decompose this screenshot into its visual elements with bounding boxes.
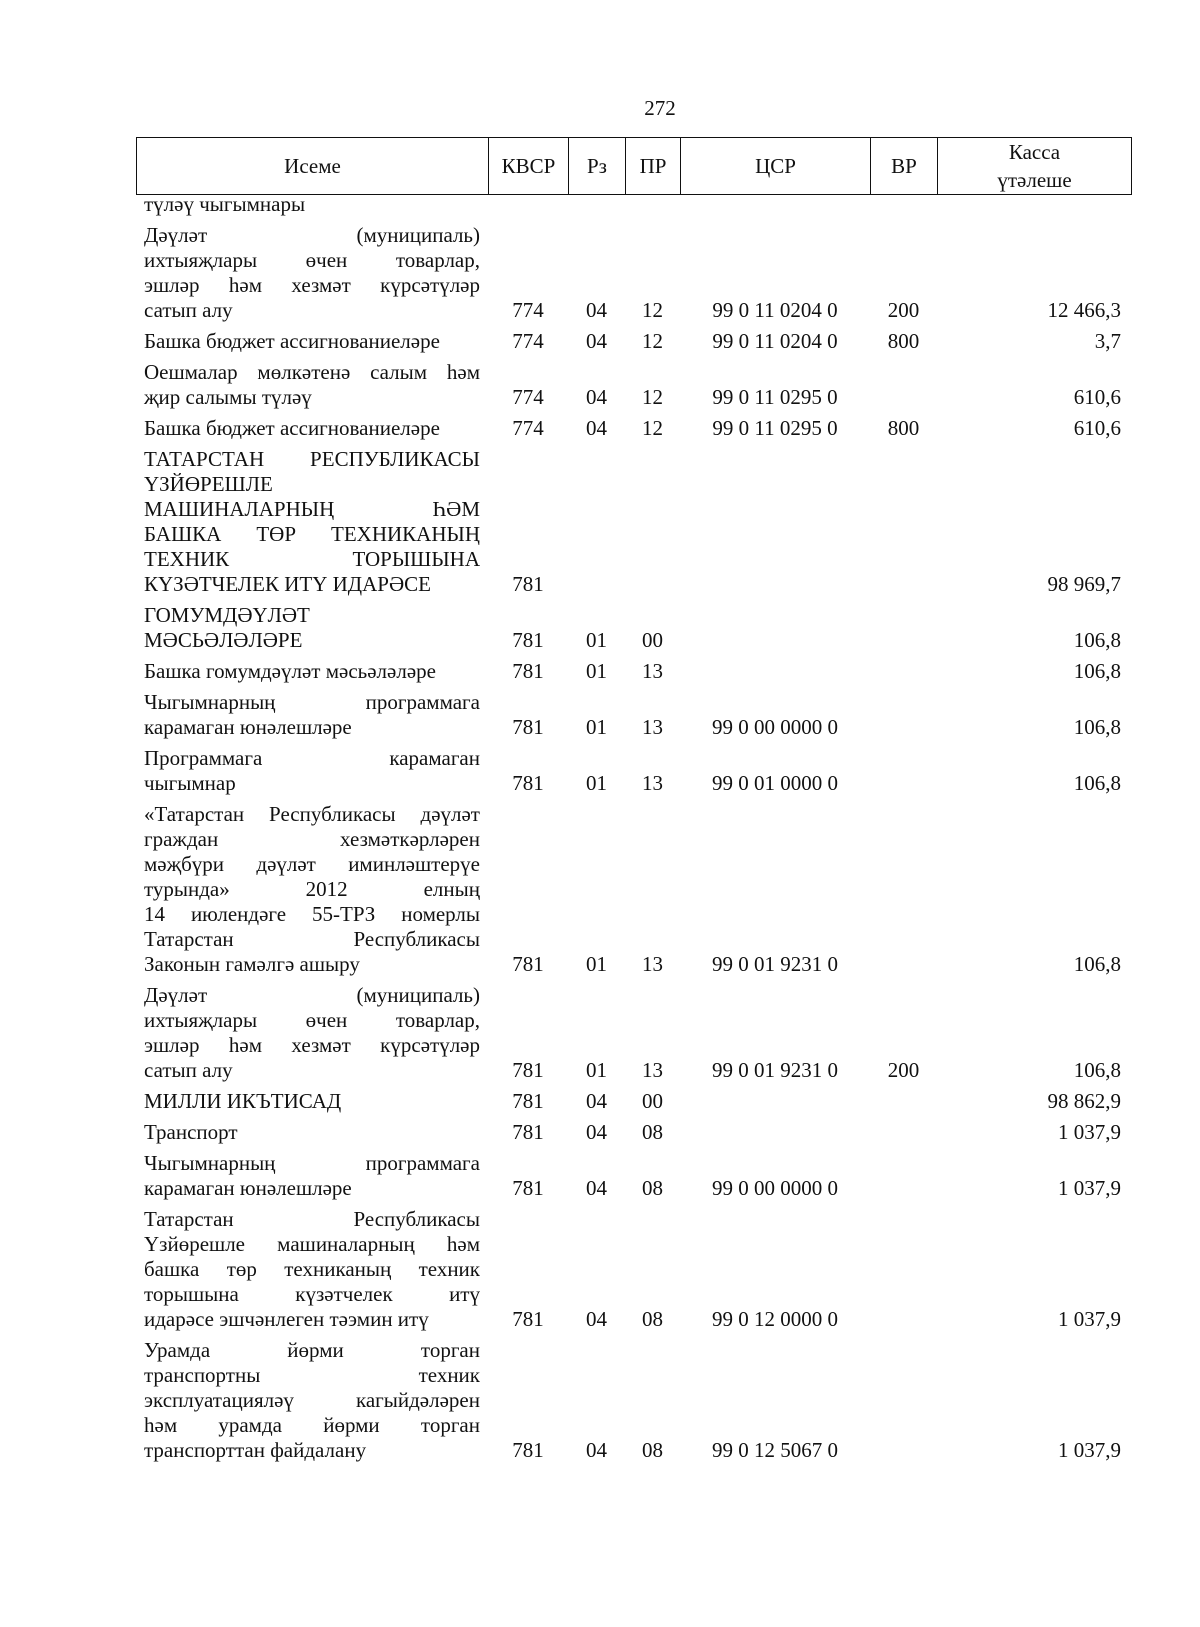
- row-name-line: транспортны техник: [144, 1363, 480, 1387]
- row-name-line: җир салымы түләү: [144, 385, 312, 409]
- row-name-line: граждан хезмәткәрләрен: [144, 827, 480, 851]
- cell-rz: 04: [586, 298, 607, 322]
- cell-csr: 99 0 00 0000 0: [712, 1176, 838, 1200]
- cell-rz: 04: [586, 1176, 607, 1200]
- cell-kvsr: 774: [512, 329, 544, 353]
- cell-rz: 01: [586, 771, 607, 795]
- cell-pr: 13: [642, 952, 663, 976]
- header-csr: ЦСР: [681, 138, 871, 195]
- row-name-line: ТЕХНИК ТОРЫШЫНА: [144, 547, 480, 571]
- cell-csr: 99 0 11 0295 0: [712, 416, 838, 440]
- cell-pr: 08: [642, 1176, 663, 1200]
- cell-sum: 106,8: [1073, 1058, 1121, 1082]
- table-row: [136, 983, 1131, 1083]
- row-name: [136, 360, 488, 410]
- cell-sum: 106,8: [1073, 771, 1121, 795]
- row-name-line: Дәүләт (муниципаль): [144, 983, 480, 1007]
- cell-rz: 04: [586, 1438, 607, 1462]
- table-row: [136, 1089, 1131, 1114]
- row-name-line: МАШИНАЛАРНЫҢ ҺӘМ: [144, 497, 480, 521]
- row-name-line: Оешмалар мөлкәтенә салым һәм: [144, 360, 480, 384]
- row-name-line: һәм урамда йөрми торган: [144, 1413, 480, 1437]
- row-name: [136, 1338, 488, 1463]
- table-row: [136, 1207, 1131, 1332]
- row-name: [136, 802, 488, 977]
- cell-rz: 04: [586, 1120, 607, 1144]
- cell-sum: 12 466,3: [1047, 298, 1121, 322]
- row-name-line: Татарстан Республикасы: [144, 1207, 480, 1231]
- cell-kvsr: 774: [512, 416, 544, 440]
- row-name: [136, 1089, 488, 1114]
- row-name: [136, 1120, 488, 1145]
- cell-sum: 3,7: [1094, 329, 1121, 353]
- cell-pr: 12: [642, 385, 663, 409]
- row-name-line: Үзйөрешле машиналарның һәм: [144, 1232, 480, 1256]
- row-name-line: турында» 2012 елның: [144, 877, 480, 901]
- cell-sum: 98 862,9: [1047, 1089, 1121, 1113]
- row-name-line: транспорттан файдалану: [144, 1438, 367, 1462]
- row-name-line: карамаган юнәлешләре: [144, 1176, 352, 1200]
- cell-pr: 00: [642, 628, 663, 652]
- cell-sum: 610,6: [1073, 385, 1121, 409]
- table-header: [136, 137, 1132, 195]
- cell-sum: 106,8: [1073, 659, 1121, 683]
- row-name-line: ихтыяҗлары өчен товарлар,: [144, 248, 480, 272]
- row-name-line: Башка бюджет ассигнованиеләре: [144, 329, 440, 353]
- row-name: [136, 416, 488, 441]
- header-vr: ВР: [871, 138, 938, 195]
- row-name-line: торышына күзәтчелек итү: [144, 1282, 480, 1306]
- cell-sum: 1 037,9: [1058, 1120, 1121, 1144]
- cell-rz: 04: [586, 329, 607, 353]
- cell-vr: 800: [887, 416, 920, 440]
- cell-kvsr: 774: [512, 385, 544, 409]
- table-row: [136, 1151, 1131, 1201]
- row-name-line: «Татарстан Республикасы дәүләт: [144, 802, 480, 826]
- row-name-line: түләү чыгымнары: [144, 192, 306, 216]
- row-name-line: ихтыяҗлары өчен товарлар,: [144, 1008, 480, 1032]
- row-name-line: МӘСЬӘЛӘЛӘРЕ: [144, 628, 303, 652]
- cell-csr: 99 0 01 0000 0: [712, 771, 838, 795]
- row-name: [136, 447, 488, 597]
- cell-sum: 1 037,9: [1058, 1438, 1121, 1462]
- table-row: [136, 223, 1131, 323]
- cell-kvsr: 781: [512, 952, 544, 976]
- header-rz: Рз: [569, 138, 626, 195]
- header-sum-line1: Касса: [1008, 140, 1061, 164]
- cell-rz: 04: [586, 1307, 607, 1331]
- header-sum: [938, 138, 1132, 195]
- cell-sum: 610,6: [1073, 416, 1121, 440]
- row-name-line: мәҗбүри дәүләт иминләштерүе: [144, 852, 480, 876]
- cell-csr: 99 0 11 0204 0: [712, 329, 838, 353]
- cell-kvsr: 781: [512, 628, 544, 652]
- cell-rz: 04: [586, 416, 607, 440]
- cell-csr: 99 0 12 5067 0: [712, 1438, 838, 1462]
- header-sum-line2: үтәлеше: [997, 168, 1072, 192]
- cell-pr: 13: [642, 1058, 663, 1082]
- table-row: [136, 690, 1131, 740]
- table-row: [136, 329, 1131, 354]
- row-name-line: Урамда йөрми торган: [144, 1338, 480, 1362]
- cell-csr: 99 0 12 0000 0: [712, 1307, 838, 1331]
- row-name: [136, 192, 488, 217]
- cell-kvsr: 781: [512, 771, 544, 795]
- row-name-line: сатып алу: [144, 1058, 233, 1082]
- row-name-line: БАШКА ТӨР ТЕХНИКАНЫҢ: [144, 522, 480, 546]
- row-name-line: Татарстан Республикасы: [144, 927, 480, 951]
- cell-csr: 99 0 01 9231 0: [712, 1058, 838, 1082]
- cell-rz: 01: [586, 715, 607, 739]
- cell-rz: 01: [586, 952, 607, 976]
- cell-kvsr: 774: [512, 298, 544, 322]
- cell-kvsr: 781: [512, 1176, 544, 1200]
- page-number: 272: [644, 96, 676, 120]
- cell-vr: 200: [887, 1058, 920, 1082]
- table-row: [136, 416, 1131, 441]
- cell-kvsr: 781: [512, 1438, 544, 1462]
- cell-rz: 01: [586, 628, 607, 652]
- cell-kvsr: 781: [512, 715, 544, 739]
- row-name: [136, 690, 488, 740]
- row-name-line: эшләр һәм хезмәт күрсәтүләр: [144, 1033, 480, 1057]
- cell-pr: 08: [642, 1438, 663, 1462]
- row-name-line: Башка гомумдәүләт мәсьәләләре: [144, 659, 436, 683]
- row-name-line: Башка бюджет ассигнованиеләре: [144, 416, 440, 440]
- cell-pr: 12: [642, 298, 663, 322]
- cell-kvsr: 781: [512, 1120, 544, 1144]
- cell-pr: 12: [642, 329, 663, 353]
- cell-csr: 99 0 11 0204 0: [712, 298, 838, 322]
- table-row: [136, 447, 1131, 597]
- row-name-line: Чыгымнарның программага: [144, 1151, 480, 1175]
- table-row: [136, 659, 1131, 684]
- row-name: [136, 1151, 488, 1201]
- cell-pr: 08: [642, 1120, 663, 1144]
- row-name-line: МИЛЛИ ИКЪТИСАД: [144, 1089, 342, 1113]
- row-name-line: идарәсе эшчәнлеген тәэмин итү: [144, 1307, 429, 1331]
- table-row: [136, 746, 1131, 796]
- cell-kvsr: 781: [512, 572, 544, 596]
- row-name-line: эшләр һәм хезмәт күрсәтүләр: [144, 273, 480, 297]
- cell-rz: 04: [586, 385, 607, 409]
- table-row: [136, 603, 1131, 653]
- row-name-line: ТАТАРСТАН РЕСПУБЛИКАСЫ: [144, 447, 480, 471]
- table-body: [136, 192, 1131, 1463]
- row-name-line: 14 июлендәге 55-ТРЗ номерлы: [144, 902, 480, 926]
- cell-pr: 08: [642, 1307, 663, 1331]
- cell-kvsr: 781: [512, 659, 544, 683]
- table-row: [136, 802, 1131, 977]
- row-name: [136, 1207, 488, 1332]
- cell-vr: 800: [887, 329, 920, 353]
- row-name-line: Законын гамәлгә ашыру: [144, 952, 360, 976]
- row-name: [136, 983, 488, 1083]
- row-name: [136, 223, 488, 323]
- row-name-line: карамаган юнәлешләре: [144, 715, 352, 739]
- cell-csr: 99 0 01 9231 0: [712, 952, 838, 976]
- table-row: [136, 192, 1131, 217]
- cell-pr: 12: [642, 416, 663, 440]
- table-row: [136, 360, 1131, 410]
- header-name: Исеме: [137, 138, 489, 195]
- header-pr: ПР: [626, 138, 681, 195]
- row-name-line: чыгымнар: [144, 771, 236, 795]
- cell-sum: 98 969,7: [1047, 572, 1121, 596]
- cell-pr: 00: [642, 1089, 663, 1113]
- row-name-line: Чыгымнарның программага: [144, 690, 480, 714]
- cell-kvsr: 781: [512, 1089, 544, 1113]
- row-name-line: Программага карамаган: [144, 746, 480, 770]
- cell-sum: 106,8: [1073, 715, 1121, 739]
- row-name-line: сатып алу: [144, 298, 233, 322]
- row-name-line: ГОМУМДӘҮЛӘТ: [144, 603, 310, 627]
- cell-rz: 01: [586, 1058, 607, 1082]
- cell-sum: 1 037,9: [1058, 1176, 1121, 1200]
- cell-rz: 01: [586, 659, 607, 683]
- row-name: [136, 329, 488, 354]
- cell-kvsr: 781: [512, 1307, 544, 1331]
- cell-sum: 106,8: [1073, 952, 1121, 976]
- cell-sum: 1 037,9: [1058, 1307, 1121, 1331]
- row-name-line: ҮЗЙӨРЕШЛЕ: [144, 472, 273, 496]
- row-name-line: Транспорт: [144, 1120, 238, 1144]
- row-name-line: КҮЗӘТЧЕЛЕК ИТҮ ИДАРӘСЕ: [144, 572, 431, 596]
- row-name-line: башка төр техниканың техник: [144, 1257, 480, 1281]
- cell-csr: 99 0 11 0295 0: [712, 385, 838, 409]
- table-row: [136, 1120, 1131, 1145]
- cell-sum: 106,8: [1073, 628, 1121, 652]
- header-kvsr: КВСР: [489, 138, 569, 195]
- row-name: [136, 603, 488, 653]
- row-name: [136, 659, 488, 684]
- row-name-line: эксплуатацияләү кагыйдәләрен: [144, 1388, 480, 1412]
- cell-csr: 99 0 00 0000 0: [712, 715, 838, 739]
- cell-pr: 13: [642, 659, 663, 683]
- cell-kvsr: 781: [512, 1058, 544, 1082]
- cell-rz: 04: [586, 1089, 607, 1113]
- cell-vr: 200: [887, 298, 920, 322]
- table-row: [136, 1338, 1131, 1463]
- cell-pr: 13: [642, 771, 663, 795]
- row-name-line: Дәүләт (муниципаль): [144, 223, 480, 247]
- row-name: [136, 746, 488, 796]
- cell-pr: 13: [642, 715, 663, 739]
